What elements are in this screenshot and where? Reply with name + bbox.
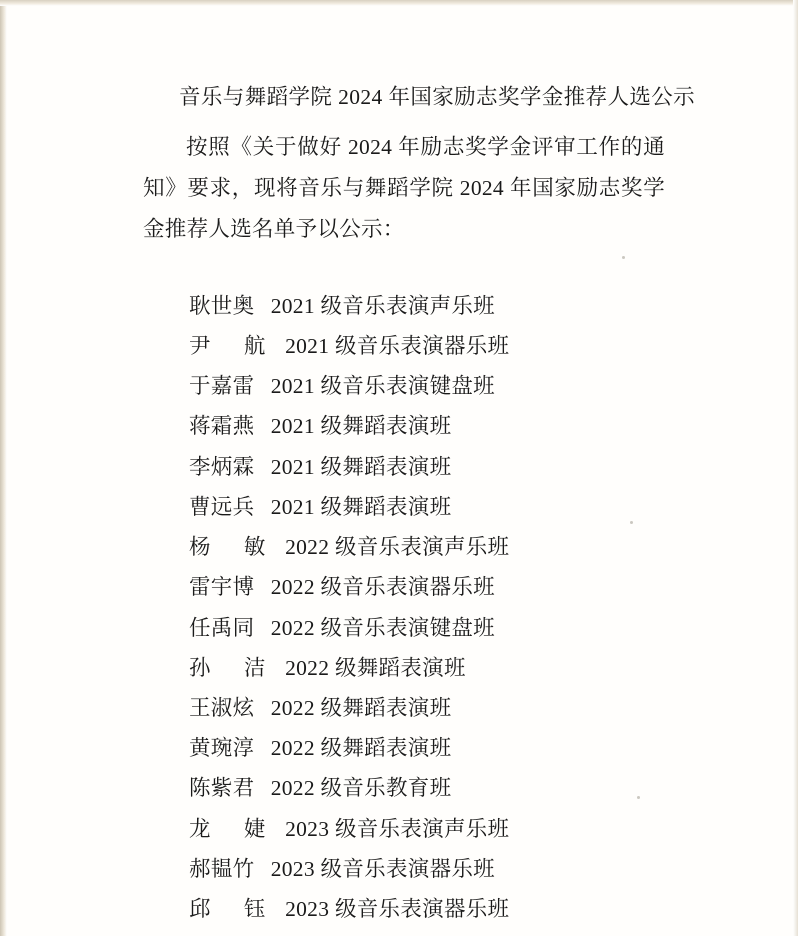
- recipient-class: 2021 级舞蹈表演班: [270, 494, 452, 519]
- recipient-class: 2022 级音乐表演键盘班: [270, 615, 495, 640]
- recipient-name: 陈紫君: [189, 776, 255, 801]
- list-item: [189, 567, 793, 607]
- recipient-name: 曹远兵: [189, 494, 255, 519]
- recipient-name: 于嘉雷: [189, 374, 255, 399]
- list-item: [189, 527, 793, 567]
- recipient-class: 2022 级舞蹈表演班: [285, 655, 466, 680]
- list-item: [189, 326, 793, 366]
- scan-speck: [637, 796, 640, 799]
- list-item: [189, 608, 793, 648]
- recipient-class: 2021 级舞蹈表演班: [270, 454, 452, 479]
- document-title: 音乐与舞蹈学院 2024 年国家励志奖学金推荐人选公示: [179, 85, 696, 109]
- scan-speck: [622, 256, 625, 259]
- document-sheet: [7, 6, 793, 936]
- page-edge-right: [793, 0, 798, 936]
- list-item: [189, 849, 793, 889]
- recipient-name: 孙 洁: [189, 655, 280, 680]
- list-item: [189, 809, 793, 849]
- page-edge-left: [0, 0, 7, 936]
- recipient-class: 2023 级音乐表演器乐班: [285, 896, 510, 921]
- list-item: [189, 366, 793, 406]
- recipient-class: 2022 级舞蹈表演班: [270, 736, 452, 761]
- recipient-class: 2021 级音乐表演声乐班: [270, 293, 495, 318]
- list-item: [189, 406, 793, 446]
- recipient-class: 2023 级音乐表演器乐班: [270, 856, 495, 881]
- document-paragraph: 按照《关于做好 2024 年励志奖学金评审工作的通知》要求，现将音乐与舞蹈学院 2024 年国家励志奖学金推荐人选名单予以公示：: [143, 134, 665, 241]
- recipient-list: [7, 286, 793, 929]
- recipient-class: 2023 级音乐表演声乐班: [285, 816, 510, 841]
- recipient-name: 王淑炫: [189, 695, 255, 720]
- document-body: [7, 6, 793, 929]
- list-item: [189, 286, 793, 326]
- recipient-name: 黄琬淳: [189, 736, 255, 761]
- recipient-class: 2021 级音乐表演键盘班: [270, 374, 495, 399]
- list-item: [189, 447, 793, 487]
- recipient-class: 2022 级音乐教育班: [270, 776, 452, 801]
- recipient-name: 蒋霜燕: [189, 414, 255, 439]
- list-item: [189, 487, 793, 527]
- scan-speck: [630, 521, 633, 524]
- recipient-class: 2021 级舞蹈表演班: [270, 414, 452, 439]
- list-item: [189, 688, 793, 728]
- recipient-class: 2022 级舞蹈表演班: [270, 695, 452, 720]
- recipient-name: 尹 航: [189, 334, 280, 359]
- list-item: [189, 648, 793, 688]
- list-item: [189, 889, 793, 929]
- recipient-class: 2022 级音乐表演器乐班: [270, 575, 495, 600]
- recipient-name: 龙 婕: [189, 816, 280, 841]
- recipient-name: 杨 敏: [189, 535, 280, 560]
- recipient-name: 李炳霖: [189, 454, 255, 479]
- recipient-name: 邱 钰: [189, 896, 280, 921]
- recipient-name: 郝韫竹: [189, 856, 255, 881]
- list-item: [189, 728, 793, 768]
- recipient-name: 任禹同: [189, 615, 255, 640]
- recipient-class: 2021 级音乐表演器乐班: [285, 334, 510, 359]
- recipient-name: 耿世奥: [189, 293, 255, 318]
- recipient-name: 雷宇博: [189, 575, 255, 600]
- recipient-class: 2022 级音乐表演声乐班: [285, 535, 510, 560]
- list-item: [189, 768, 793, 808]
